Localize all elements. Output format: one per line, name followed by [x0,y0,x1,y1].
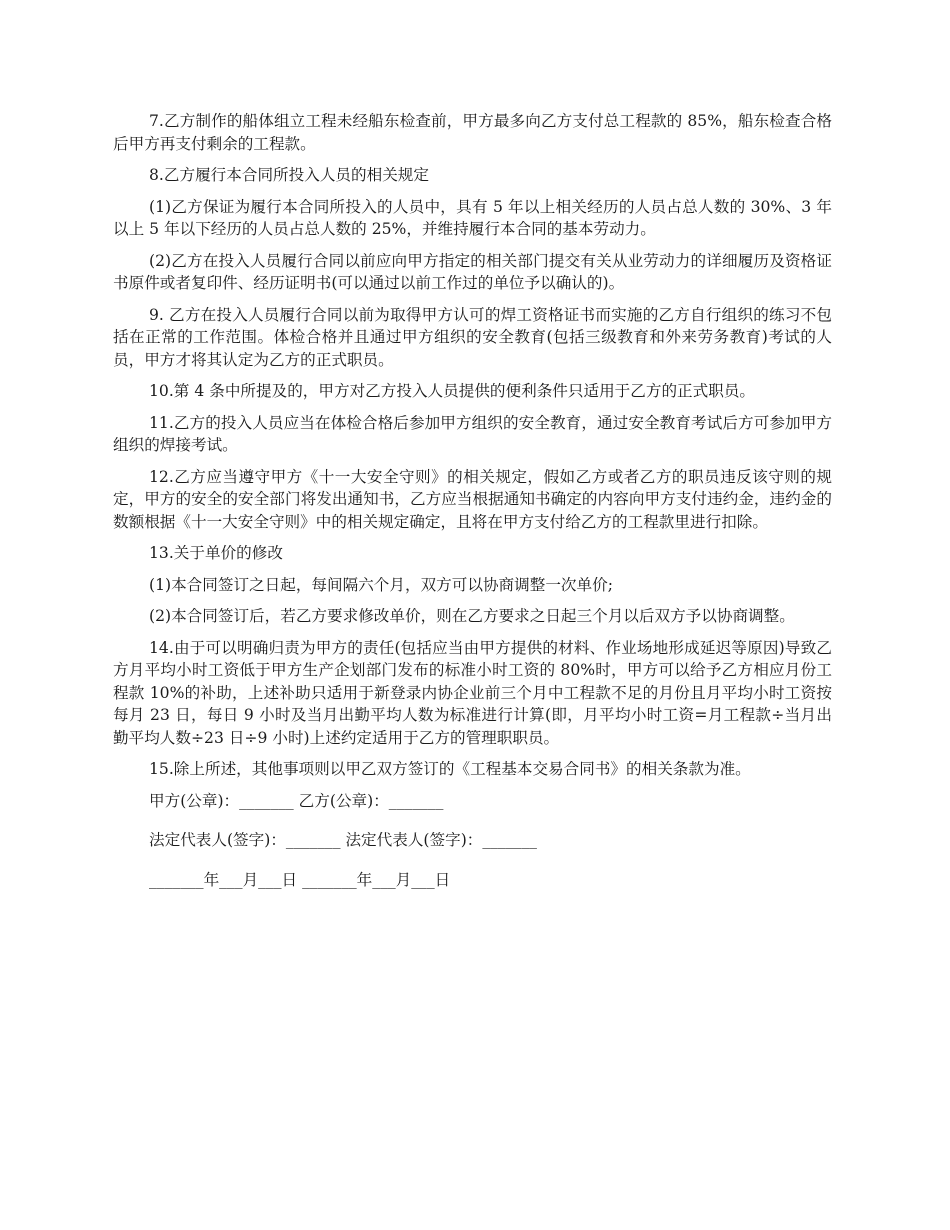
clause-8-item-2: (2)乙方在投入人员履行合同以前应向甲方指定的相关部门提交有关从业劳动力的详细履历及资格证书原件或者复印件、经历证明书(可以通过以前工作过的单位予以确认的)。 [113,251,832,292]
clause-8-heading: 8.乙方履行本合同所投入人员的相关规定 [149,166,429,184]
clause-7: 7.乙方制作的船体组立工程未经船东检查前，甲方最多向乙方支付总工程款的 85%，船东检查合格后甲方再支付剩余的工程款。 [113,112,832,153]
clause-10: 10.第 4 条中所提及的，甲方对乙方投入人员提供的便利条件只适用于乙方的正式职员。 [149,382,756,400]
clause-14: 14.由于可以明确归责为甲方的责任(包括应当由甲方提供的材料、作业场地形成延迟等原因)导致乙方月平均小时工资低于甲方生产企划部门发布的标准小时工资的 80%时，甲方可以给予乙方相应月份工程款 10%的补助，上述补助只适用于新登录内协企业前三个月中工程款不足的月份且月平均小时工资按每月 23 日，每日 9 小时及当月出勤平均人数为标准进行计算(即，月平均小时工资=月工程款÷当月出勤平均人数÷23 日÷9 小时)上述约定适用于乙方的管理职职员。 [113,638,832,747]
clause-15: 15.除上所述，其他事项则以甲乙双方签订的《工程基本交易合同书》的相关条款为准。 [149,760,751,778]
signature-representative-line: 法定代表人(签字)：_______ 法定代表人(签字)：_______ [149,831,537,849]
clause-8-item-1: (1)乙方保证为履行本合同所投入的人员中，具有 5 年以上相关经历的人员占总人数的 30%、3 年以上 5 年以下经历的人员占总人数的 25%，并维持履行本合同的基本劳动力。 [113,197,832,238]
clause-9: 9. 乙方在投入人员履行合同以前为取得甲方认可的焊工资格证书而实施的乙方自行组织的练习不包括在正常的工作范围。体检合格并且通过甲方组织的安全教育(包括三级教育和外来劳务教育)考试的人员，甲方才将其认定为乙方的正式职员。 [113,305,832,369]
clause-13-item-2: (2)本合同签订后，若乙方要求修改单价，则在乙方要求之日起三个月以后双方予以协商调整。 [149,607,795,625]
signature-seal-line: 甲方(公章)：_______ 乙方(公章)：_______ [149,791,444,810]
clause-13-heading: 13.关于单价的修改 [149,544,283,562]
signature-date-line: _______年___月___日 _______年___月___日 [149,870,451,889]
clause-13-item-1: (1)本合同签订之日起，每间隔六个月，双方可以协商调整一次单价; [149,575,613,594]
clause-12: 12.乙方应当遵守甲方《十一大安全守则》的相关规定，假如乙方或者乙方的职员违反该守则的规定，甲方的安全的安全部门将发出通知书，乙方应当根据通知书确定的内容向甲方支付违约金，违约金的数额根据《十一大安全守则》中的相关规定确定，且将在甲方支付给乙方的工程款里进行扣除。 [113,467,832,531]
clause-11: 11.乙方的投入人员应当在体检合格后参加甲方组织的安全教育，通过安全教育考试后方可参加甲方组织的焊接考试。 [113,413,832,454]
